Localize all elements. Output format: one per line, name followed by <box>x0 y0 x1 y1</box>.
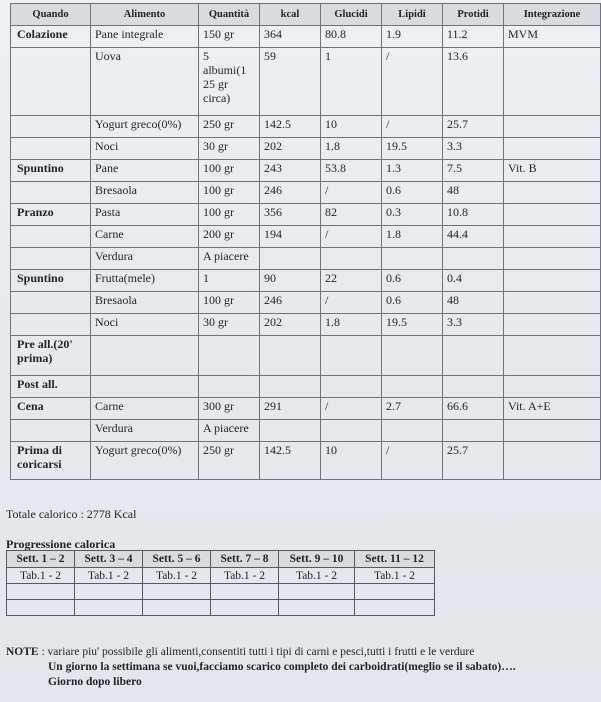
progression-header-row <box>7 551 435 568</box>
diet-table <box>10 3 601 480</box>
cell-kcal: 291 <box>260 398 321 420</box>
cell-integrazione: MVM <box>504 26 601 48</box>
cell-food: Noci <box>91 314 199 336</box>
progression-cell: Tab.1 - 2 <box>75 568 143 584</box>
cell-protidi: 66.6 <box>443 398 504 420</box>
table-row <box>11 116 601 138</box>
cell-lipidi: 2.7 <box>382 398 443 420</box>
cell-when: Spuntino <box>11 160 91 182</box>
cell-quantity: 100 gr <box>199 204 260 226</box>
cell-quantity: 250 gr <box>199 442 260 480</box>
cell-food: Bresaola <box>91 292 199 314</box>
cell-kcal: 202 <box>260 314 321 336</box>
cell-glucidi: 82 <box>321 204 382 226</box>
note-line-2: Un giorno la settimana se vuoi,facciamo scarico completo dei carboidrati(meglio se il sabato)…. <box>48 661 516 673</box>
cell-food: Pasta <box>91 204 199 226</box>
cell-when <box>11 226 91 248</box>
table-row <box>11 182 601 204</box>
cell-lipidi: 1.9 <box>382 26 443 48</box>
table-row <box>11 420 601 442</box>
cell-when: Spuntino <box>11 270 91 292</box>
cell-kcal: 142.5 <box>260 116 321 138</box>
header-glucidi: Glucidi <box>321 4 382 26</box>
cell-integrazione <box>504 48 601 116</box>
progression-cell <box>355 600 435 616</box>
cell-lipidi: 1.8 <box>382 226 443 248</box>
cell-kcal <box>260 376 321 398</box>
cell-glucidi: 22 <box>321 270 382 292</box>
note-label: NOTE <box>6 646 39 658</box>
cell-when <box>11 182 91 204</box>
progression-cell: Tab.1 - 2 <box>143 568 211 584</box>
cell-quantity: 250 gr <box>199 116 260 138</box>
cell-glucidi <box>321 336 382 376</box>
note-block <box>6 645 596 690</box>
cell-kcal: 246 <box>260 292 321 314</box>
cell-quantity <box>199 376 260 398</box>
cell-kcal: 246 <box>260 182 321 204</box>
cell-when: Colazione <box>11 26 91 48</box>
cell-food: Noci <box>91 138 199 160</box>
cell-protidi: 44.4 <box>443 226 504 248</box>
cell-food: Uova <box>91 48 199 116</box>
cell-protidi <box>443 376 504 398</box>
note-line-1 <box>6 645 596 660</box>
header-protidi: Protidi <box>443 4 504 26</box>
cell-kcal: 356 <box>260 204 321 226</box>
cell-glucidi <box>321 376 382 398</box>
diet-table-header <box>11 4 601 26</box>
cell-integrazione: Vit. B <box>504 160 601 182</box>
cell-lipidi: / <box>382 48 443 116</box>
table-row <box>11 26 601 48</box>
cell-glucidi: 1.8 <box>321 314 382 336</box>
progression-cell <box>143 584 211 600</box>
cell-kcal: 59 <box>260 48 321 116</box>
cell-when <box>11 248 91 270</box>
cell-kcal <box>260 248 321 270</box>
progression-header: Sett. 7 – 8 <box>211 551 279 568</box>
cell-food: Pane <box>91 160 199 182</box>
cell-food: Verdura <box>91 420 199 442</box>
table-row <box>11 314 601 336</box>
cell-when: Pranzo <box>11 204 91 226</box>
cell-food: Carne <box>91 398 199 420</box>
cell-lipidi: 0.6 <box>382 292 443 314</box>
cell-kcal: 194 <box>260 226 321 248</box>
cell-protidi <box>443 420 504 442</box>
cell-lipidi: 1.3 <box>382 160 443 182</box>
cell-glucidi <box>321 248 382 270</box>
table-row <box>11 398 601 420</box>
cell-protidi <box>443 336 504 376</box>
progression-row <box>7 568 435 584</box>
cell-protidi: 11.2 <box>443 26 504 48</box>
cell-lipidi: 0.6 <box>382 182 443 204</box>
cell-kcal <box>260 336 321 376</box>
cell-glucidi: 80.8 <box>321 26 382 48</box>
cell-quantity: 30 gr <box>199 138 260 160</box>
progression-cell: Tab.1 - 2 <box>279 568 355 584</box>
cell-food: Bresaola <box>91 182 199 204</box>
cell-integrazione <box>504 182 601 204</box>
progression-cell <box>7 600 75 616</box>
progression-cell <box>355 584 435 600</box>
cell-integrazione <box>504 442 601 480</box>
cell-food: Pane integrale <box>91 26 199 48</box>
cell-protidi: 0.4 <box>443 270 504 292</box>
cell-protidi: 13.6 <box>443 48 504 116</box>
cell-quantity: 200 gr <box>199 226 260 248</box>
cell-when <box>11 292 91 314</box>
cell-lipidi: 19.5 <box>382 314 443 336</box>
cell-food: Yogurt greco(0%) <box>91 442 199 480</box>
table-row <box>11 292 601 314</box>
progression-cell <box>7 584 75 600</box>
progression-table <box>6 550 435 616</box>
cell-lipidi: / <box>382 116 443 138</box>
cell-food: Yogurt greco(0%) <box>91 116 199 138</box>
header-alimento: Alimento <box>91 4 199 26</box>
cell-lipidi <box>382 336 443 376</box>
cell-lipidi <box>382 376 443 398</box>
cell-kcal: 364 <box>260 26 321 48</box>
cell-protidi: 48 <box>443 182 504 204</box>
header-integrazione: Integrazione <box>504 4 601 26</box>
table-row <box>11 270 601 292</box>
progression-cell <box>143 600 211 616</box>
total-calories: Totale calorico : 2778 Kcal <box>6 507 137 521</box>
note-line-3: Giorno dopo libero <box>48 676 142 688</box>
cell-glucidi: 10 <box>321 116 382 138</box>
cell-when <box>11 138 91 160</box>
table-row <box>11 138 601 160</box>
table-row <box>11 376 601 398</box>
cell-quantity: 100 gr <box>199 182 260 204</box>
cell-glucidi: 10 <box>321 442 382 480</box>
cell-when: Cena <box>11 398 91 420</box>
table-row <box>11 226 601 248</box>
cell-glucidi: / <box>321 398 382 420</box>
cell-quantity: A piacere <box>199 248 260 270</box>
progression-title: Progressione calorica <box>6 537 116 551</box>
cell-protidi: 25.7 <box>443 116 504 138</box>
progression-header: Sett. 9 – 10 <box>279 551 355 568</box>
cell-quantity: 1 <box>199 270 260 292</box>
cell-lipidi: / <box>382 442 443 480</box>
cell-quantity: 100 gr <box>199 160 260 182</box>
cell-integrazione <box>504 226 601 248</box>
progression-header: Sett. 1 – 2 <box>7 551 75 568</box>
cell-kcal: 202 <box>260 138 321 160</box>
cell-when: Pre all.(20' prima) <box>11 336 91 376</box>
cell-glucidi: / <box>321 292 382 314</box>
cell-protidi <box>443 248 504 270</box>
table-row <box>11 248 601 270</box>
cell-protidi: 3.3 <box>443 314 504 336</box>
cell-lipidi: 19.5 <box>382 138 443 160</box>
progression-cell <box>75 600 143 616</box>
progression-cell <box>279 600 355 616</box>
cell-integrazione <box>504 376 601 398</box>
cell-food: Verdura <box>91 248 199 270</box>
cell-lipidi <box>382 420 443 442</box>
cell-when <box>11 116 91 138</box>
cell-quantity: 5 albumi(1 25 gr circa) <box>199 48 260 116</box>
progression-header: Sett. 11 – 12 <box>355 551 435 568</box>
cell-kcal <box>260 420 321 442</box>
cell-protidi: 48 <box>443 292 504 314</box>
cell-protidi: 3.3 <box>443 138 504 160</box>
progression-cell: Tab.1 - 2 <box>211 568 279 584</box>
cell-when <box>11 48 91 116</box>
cell-protidi: 25.7 <box>443 442 504 480</box>
cell-protidi: 10.8 <box>443 204 504 226</box>
progression-cell: Tab.1 - 2 <box>7 568 75 584</box>
progression-header: Sett. 5 – 6 <box>143 551 211 568</box>
cell-integrazione <box>504 138 601 160</box>
cell-quantity: 30 gr <box>199 314 260 336</box>
cell-food: Carne <box>91 226 199 248</box>
cell-food <box>91 336 199 376</box>
progression-cell: Tab.1 - 2 <box>355 568 435 584</box>
progression-cell <box>279 584 355 600</box>
cell-integrazione <box>504 116 601 138</box>
cell-integrazione <box>504 420 601 442</box>
progression-header: Sett. 3 – 4 <box>75 551 143 568</box>
cell-integrazione <box>504 204 601 226</box>
cell-glucidi: 1 <box>321 48 382 116</box>
header-lipidi: Lipidi <box>382 4 443 26</box>
cell-kcal: 90 <box>260 270 321 292</box>
cell-glucidi: / <box>321 226 382 248</box>
cell-quantity: 100 gr <box>199 292 260 314</box>
cell-integrazione <box>504 248 601 270</box>
header-quantita: Quantità <box>199 4 260 26</box>
cell-when: Prima di coricarsi <box>11 442 91 480</box>
cell-when <box>11 314 91 336</box>
cell-integrazione <box>504 336 601 376</box>
progression-row-empty <box>7 584 435 600</box>
cell-glucidi: 1.8 <box>321 138 382 160</box>
cell-when: Post all. <box>11 376 91 398</box>
cell-integrazione <box>504 270 601 292</box>
cell-integrazione: Vit. A+E <box>504 398 601 420</box>
cell-quantity <box>199 336 260 376</box>
table-row <box>11 160 601 182</box>
table-row <box>11 442 601 480</box>
cell-glucidi: 53.8 <box>321 160 382 182</box>
cell-protidi: 7.5 <box>443 160 504 182</box>
header-quando: Quando <box>11 4 91 26</box>
cell-glucidi <box>321 420 382 442</box>
cell-lipidi <box>382 248 443 270</box>
progression-cell <box>211 584 279 600</box>
cell-food: Frutta(mele) <box>91 270 199 292</box>
diet-table-body <box>11 26 601 480</box>
note-text: : variare piu' possibile gli alimenti,consentiti tutti i tipi di carni e pesci,tutti i frutti e le verdure <box>38 646 475 658</box>
progression-row-empty <box>7 600 435 616</box>
progression-cell <box>75 584 143 600</box>
cell-integrazione <box>504 292 601 314</box>
cell-quantity: 150 gr <box>199 26 260 48</box>
table-row <box>11 204 601 226</box>
table-row <box>11 48 601 116</box>
cell-quantity: 300 gr <box>199 398 260 420</box>
progression-cell <box>211 600 279 616</box>
cell-glucidi: / <box>321 182 382 204</box>
cell-kcal: 142.5 <box>260 442 321 480</box>
cell-quantity: A piacere <box>199 420 260 442</box>
cell-kcal: 243 <box>260 160 321 182</box>
cell-when <box>11 420 91 442</box>
cell-lipidi: 0.3 <box>382 204 443 226</box>
table-row <box>11 336 601 376</box>
cell-food <box>91 376 199 398</box>
header-kcal: kcal <box>260 4 321 26</box>
cell-integrazione <box>504 314 601 336</box>
cell-lipidi: 0.6 <box>382 270 443 292</box>
